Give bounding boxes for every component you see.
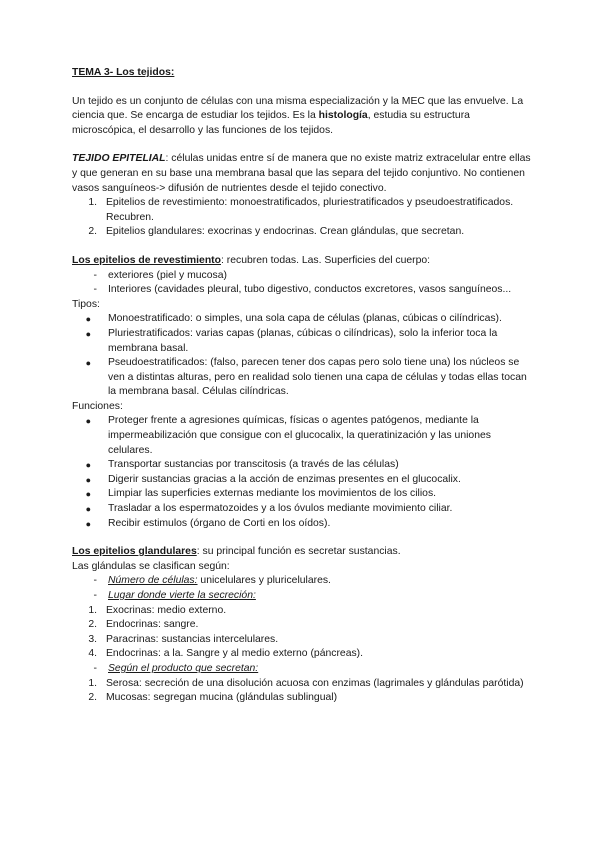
list-item: 4. Endocrinas: a la. Sangre y al medio externo (páncreas). xyxy=(88,648,364,660)
list-item: ● Pluriestratificados: varias capas (planas, cúbicas o cilíndricas), solo la inferior toca la membrana basal. xyxy=(85,327,498,354)
epitelial-list xyxy=(72,196,532,240)
document-body xyxy=(72,66,532,706)
list-item: - exteriores (piel y mucosa) xyxy=(93,269,227,281)
revestimiento-heading: Los epitelios de revestimiento xyxy=(72,254,221,266)
list-item: ● Transportar sustancias por transcitosis (a través de las células) xyxy=(85,459,399,471)
list-item: ● Monoestratificado: o simples, una sola capa de células (planas, cúbicas o cilíndricas). xyxy=(85,313,502,325)
revestimiento-heading-line: Los epitelios de revestimiento: recubren todas. Las. Superficies del cuerpo: xyxy=(72,254,431,266)
list-item: ● Proteger frente a agresiones químicas, físicas o agentes patógenos, mediante la impermeabilización que consigue con el glucocalix, la queratinización y las uniones celulares. xyxy=(85,415,491,456)
list-item: 1. Serosa: secreción de una disolución acuosa con enzimas (lagrimales y glándulas parótida) xyxy=(88,677,524,689)
tipos-list xyxy=(72,312,532,400)
list-item: 2. Mucosas: segregan mucina (glándulas sublingual) xyxy=(88,692,338,704)
intro-paragraph xyxy=(72,95,532,139)
intro-bold-term: histología xyxy=(318,110,368,122)
numero-label: Número de células: xyxy=(108,575,198,587)
clasif-text: Las glándulas se clasifican según: xyxy=(72,560,230,572)
epitelial-term: TEJIDO EPITELIAL xyxy=(72,153,166,165)
list-item: 2. Endocrinas: sangre. xyxy=(88,619,199,631)
list-item: 3. Paracrinas: sustancias intercelulares. xyxy=(88,633,279,645)
list-item: ● Digerir sustancias gracias a la acción de enzimas presentes en el glucocalix. xyxy=(85,473,461,485)
list-item: 1. Epitelios de revestimiento: monoestratificados, pluriestratificados y pseudoestratificados. Recubren. xyxy=(88,197,514,223)
list-item: - Según el producto que secretan: xyxy=(93,662,259,674)
funciones-list xyxy=(72,414,532,531)
epitelial-text: : células unidas entre sí de manera que no existe matriz extracelular entre ellas y que generan en su base una membrana basal que las separa del tejido conjuntivo. No contienen vasos sanguíneos-> difusión de nutrientes desde el tejido conectivo. xyxy=(72,153,531,194)
list-item: ● Pseudoestratificados: (falso, parecen tener dos capas pero solo tiene una) los núcleos se ven a distintas alturas, pero en realidad solo tienen una capa de células y todas ellas tocan la membrana basal. Células cilíndricas. xyxy=(85,357,527,398)
list-item: 1. Exocrinas: medio externo. xyxy=(88,604,227,616)
producto-list xyxy=(72,677,532,706)
funciones-label: Funciones: xyxy=(72,400,123,412)
list-item: - Número de células: unicelulares y pluricelulares. xyxy=(93,575,331,587)
page-title: TEMA 3- Los tejidos: xyxy=(72,67,175,78)
list-item: ● Trasladar a los espermatozoides y a los óvulos mediante movimiento ciliar. xyxy=(85,503,453,515)
glandulares-heading-line: Los epitelios glandulares: su principal función es secretar sustancias. xyxy=(72,546,401,558)
list-item: - Lugar donde vierte la secreción: xyxy=(93,590,256,601)
glandulares-heading: Los epitelios glandulares xyxy=(72,546,197,558)
tipos-label: Tipos: xyxy=(72,298,100,310)
epitelial-paragraph xyxy=(72,152,532,196)
producto-label: Según el producto que secretan: xyxy=(108,662,259,674)
list-item: ● Limpiar las superficies externas mediante los movimientos de los cilios. xyxy=(85,488,437,500)
list-item: - Interiores (cavidades pleural, tubo digestivo, conductos excretores, vasos sanguíneos... xyxy=(93,284,512,296)
intro-text-1: Un tejido es un conjunto de células con una misma especialización y la MEC que las envuelve. La ciencia que. Se encarga de estudiar los tejidos. Es la xyxy=(72,95,524,122)
intro-text-2: , estudia su estructura microscópica, el desarrollo y las funciones de los tejidos. xyxy=(72,110,470,136)
lugar-label: Lugar donde vierte la secreción: xyxy=(108,590,256,601)
list-item: ● Recibir estimulos (órgano de Corti en los oídos). xyxy=(85,517,331,529)
lugar-list xyxy=(72,604,532,662)
list-item: 2. Epitelios glandulares: exocrinas y endocrinas. Crean glándulas, que secretan. xyxy=(88,226,465,238)
surfaces-list xyxy=(72,269,532,298)
